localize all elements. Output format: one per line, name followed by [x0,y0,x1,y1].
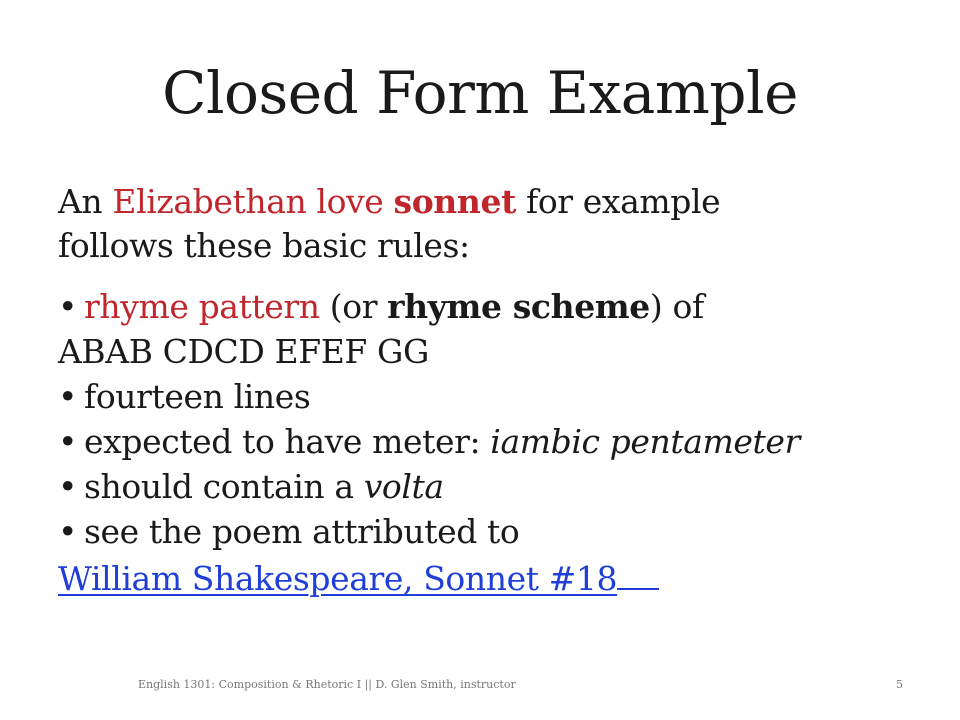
bullet-rhyme-pattern [58,284,938,329]
intro-text-start: An [58,182,113,221]
volta-term: volta [363,467,444,506]
sonnet-18-link[interactable]: William Shakespeare, Sonnet #18 [58,559,618,598]
bullet-dot: • [58,422,78,461]
iambic-pentameter-term: iambic pentameter [490,422,800,461]
slide-title: Closed Form Example [162,59,798,127]
bullet-meter [58,419,938,464]
rules-list [58,284,938,601]
sonnet-link-line [58,554,938,601]
bullet-dot: • [58,467,78,506]
fourteen-lines-text: fourteen lines [84,377,311,416]
intro-text-for-example: for example [515,182,721,221]
slide-footer: English 1301: Composition & Rhetoric I || D. Glen Smith, instructor [138,678,516,691]
rhyme-pattern-paren-close: ) of [649,287,704,326]
bullet-dot: • [58,377,78,416]
link-underline-trail[interactable] [617,554,659,590]
rhyme-pattern-term: rhyme pattern [84,287,320,326]
intro-elizabethan-love: Elizabethan love [112,182,394,221]
rhyme-pattern-paren-open: (or [319,287,388,326]
page-number: 5 [896,678,903,691]
meter-text: expected to have meter: [84,422,491,461]
intro-paragraph [58,180,918,268]
volta-text: should contain a [84,467,364,506]
see-poem-text: see the poem attributed to [84,512,520,551]
bullet-volta [58,464,938,509]
intro-line-two: follows these basic rules: [58,226,470,265]
bullet-see-poem [58,509,938,554]
bullet-fourteen-lines [58,374,938,419]
rhyme-scheme-term: rhyme scheme [387,287,650,326]
intro-sonnet: sonnet [393,182,516,221]
rhyme-scheme-value: ABAB CDCD EFEF GG [58,332,429,371]
bullet-dot: • [58,287,78,326]
bullet-dot: • [58,512,78,551]
